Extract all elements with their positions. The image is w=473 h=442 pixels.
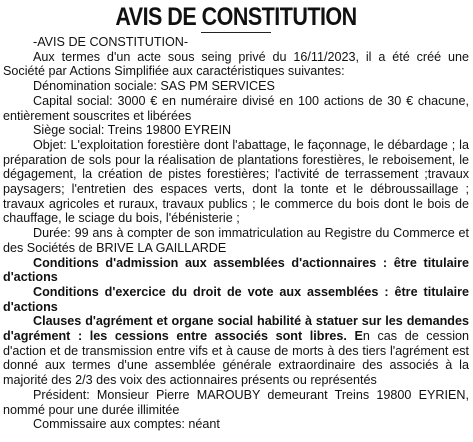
notice-body (3, 35, 469, 432)
notice-page (0, 2, 473, 442)
notice-subtitle: -AVIS DE CONSTITUTION- (33, 35, 189, 49)
commissaire-line: Commissaire aux comptes: néant (33, 417, 220, 432)
siege-line: Siège social: Treins 19800 EYREIN (33, 123, 232, 138)
president-paragraph: Président: Monsieur Pierre MAROUBY demeurant Treins 19800 EYRIEN, nommé pour une durée illimitée (3, 387, 469, 417)
duree-paragraph: Durée: 99 ans à compter de son immatriculation au Registre du Commerce et des Sociétés de BRIVE LA GAILLARDE (3, 226, 469, 255)
conditions-admission: Conditions d'admission aux assemblées d'actionnaires : être titulaire d'actions (3, 255, 469, 285)
objet-paragraph: Objet: L'exploitation forestière dont l'abattage, le façonnage, le débardage ; la préparation de sols pour la réalisation de plantations forestières, le reboisement, le dégagement, la création de pistes forestières; l'activité de terrassement ;travaux paysagers; l'entretien des espaces verts, dont la tonte et le débroussaillage ; travaux agricoles et ruraux, travaux publics ; le commerce du bois dont le bois de chauffage, le sciage du bois, l'ébénisterie ; (3, 137, 469, 226)
capital-line: Capital social: 3000 € en numéraire divisé en 100 actions de 30 € chacune, entièrement souscrites et libérées (3, 93, 469, 123)
conditions-vote: Conditions d'exercice du droit de vote aux assemblées : être titulaire d'actions (3, 284, 469, 314)
intro-paragraph: Aux termes d'un acte sous seing privé du 16/11/2023, il a été créé une Société par Actions Simplifiée aux caractéristiques suivantes: (3, 49, 469, 79)
clauses-paragraph (3, 314, 469, 388)
title-underline (201, 32, 271, 33)
notice-title: AVIS DE CONSTITUTION (115, 3, 357, 31)
clauses-bold-text: Clauses d'agrément et organe social habilité à statuer sur les demandes d'agrément : les cessions entre associés sont libres. E (3, 314, 469, 344)
clauses-rest-text: n cas de cession d'action et de transmission entre vifs et à cause de morts à des tiers l'agrément est donné aux termes d'une assemblée générale extraordinaire des associés à la majorité des 2/3 des voix des actionnaires présents ou représentés (3, 329, 470, 388)
denomination-line: Dénomination sociale: SAS PM SERVICES (33, 79, 275, 94)
